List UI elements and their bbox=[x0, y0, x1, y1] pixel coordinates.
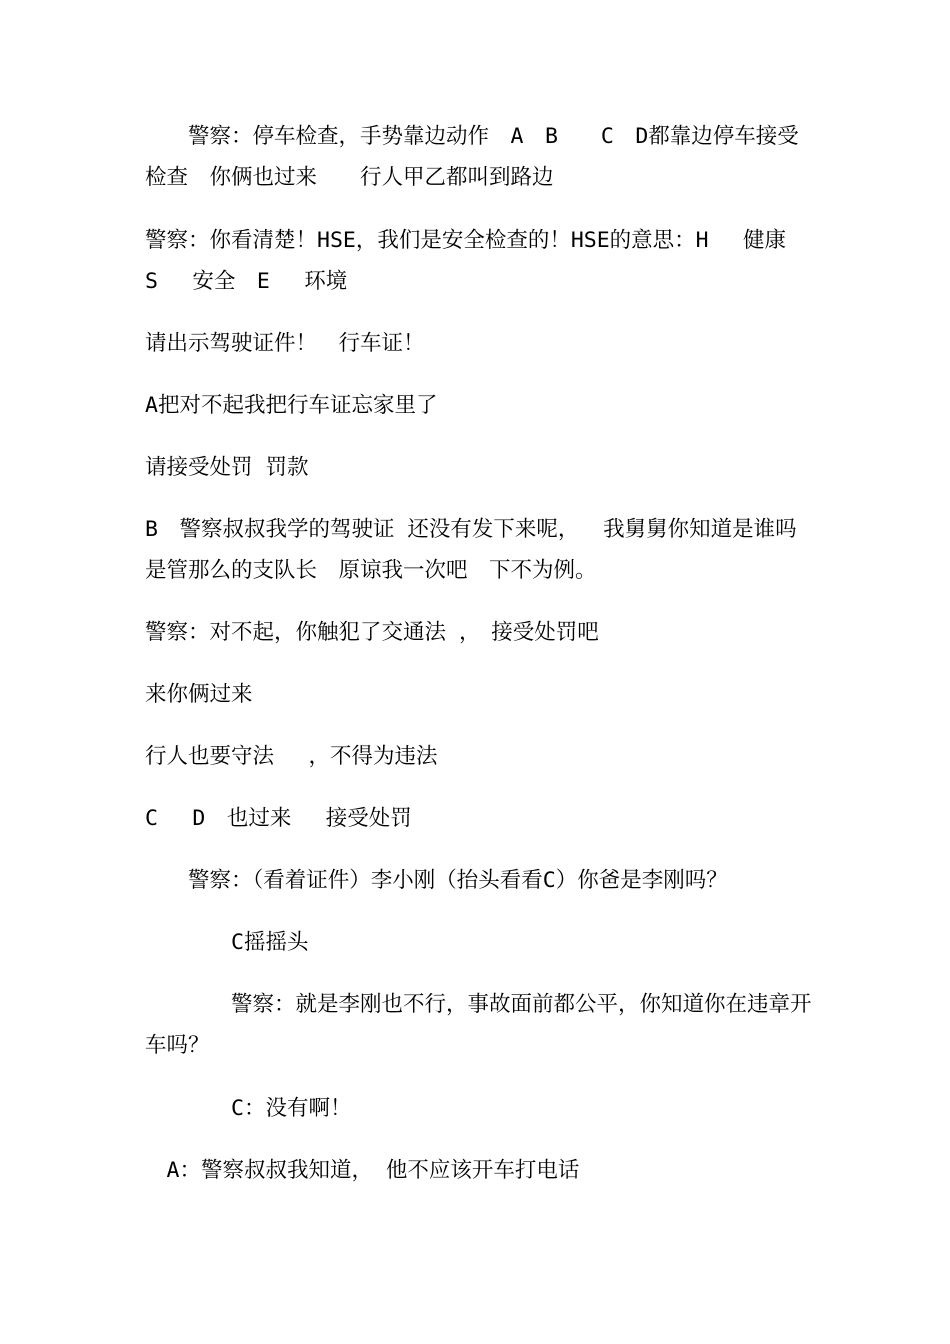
paragraph-a-phone-call: A：警察叔叔我知道， 他不应该开车打电话 bbox=[145, 1158, 580, 1183]
paragraph-c-shakes-head: C摇摇头 bbox=[145, 930, 309, 955]
paragraph-show-license: 请出示驾驶证件！ 行车证！ bbox=[145, 331, 425, 356]
paragraph-hse-meaning: 警察：你看清楚！HSE，我们是安全检查的！HSE的意思：H 健康 S 安全 E 环境 bbox=[145, 228, 808, 294]
paragraph-pedestrians-obey: 行人也要守法 ，不得为违法 bbox=[145, 744, 438, 769]
paragraph-police-stop-check: 警察：停车检查，手势靠边动作 A B C D都靠边停车接受检查 你俩也过来 行人甲乙都叫到路边 bbox=[145, 124, 799, 190]
paragraph-b-excuse: B 警察叔叔我学的驾驶证 还没有发下来呢， 我舅舅你知道是谁吗 是管那么的支队长 原谅我一次吧 下不为例。 bbox=[145, 517, 840, 583]
paragraph-accept-fine: 请接受处罚 罚款 bbox=[145, 455, 309, 480]
paragraph-police-checks-id: 警察：（看着证件）李小刚（抬头看看C）你爸是李刚吗？ bbox=[145, 868, 728, 893]
paragraph-come-over: 来你俩过来 bbox=[145, 682, 253, 707]
paragraph-c-denies: C：没有啊！ bbox=[145, 1096, 352, 1121]
paragraph-cd-accept-penalty: C D 也过来 接受处罚 bbox=[145, 806, 412, 831]
paragraph-police-traffic-law: 警察：对不起，你触犯了交通法 ， 接受处罚吧 bbox=[145, 620, 599, 645]
paragraph-police-fairness: 警察：就是李刚也不行，事故面前都公平，你知道你在违章开车吗？ bbox=[145, 992, 812, 1058]
paragraph-a-forgot-license: A把对不起我把行车证忘家里了 bbox=[145, 393, 438, 418]
